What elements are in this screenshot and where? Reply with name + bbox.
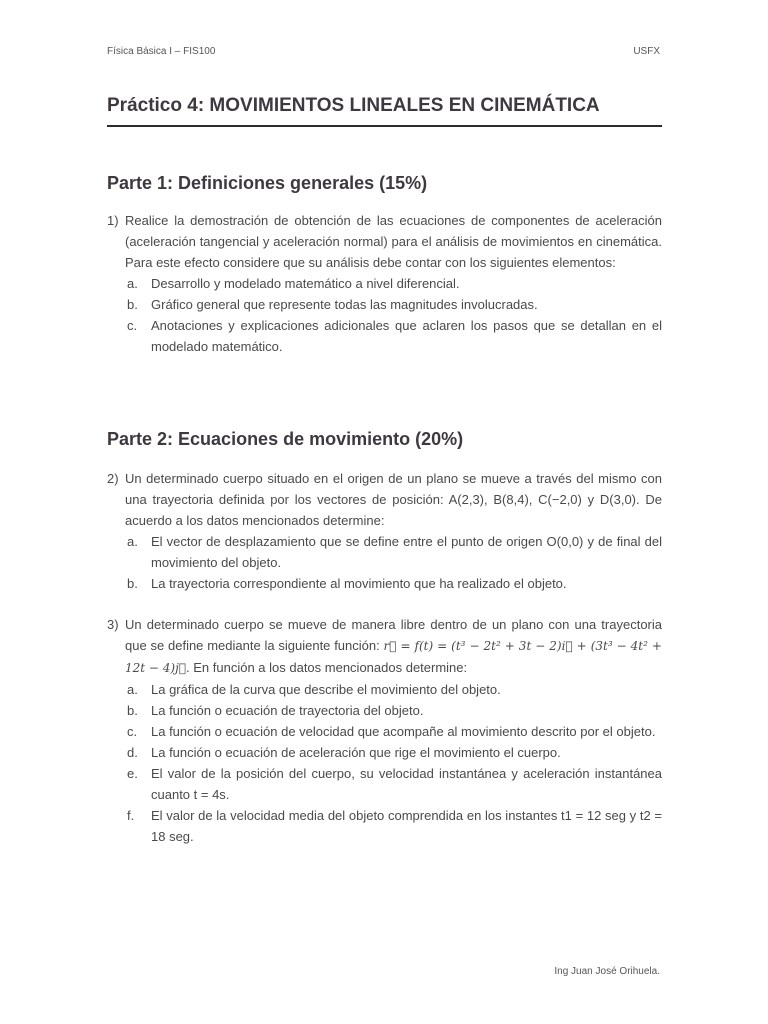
question-2-items — [107, 531, 662, 594]
item-label: a. — [127, 534, 138, 549]
header-course: Física Básica I – FIS100 — [107, 46, 216, 57]
list-item — [107, 679, 662, 700]
item-text: La función o ecuación de velocidad que acompañe al movimiento descrito por el objeto. — [151, 724, 656, 739]
question-2-number: 2) — [107, 471, 119, 486]
list-item — [107, 742, 662, 763]
item-label: e. — [127, 766, 138, 781]
list-item — [107, 315, 662, 357]
question-2 — [107, 468, 662, 594]
item-label: c. — [127, 318, 138, 333]
position-formula: r⃗ = f(t) = (t³ − 2t² + 3t − 2)i⃗ + (3t³ − 4t² + 12t − 4)j⃗ — [125, 639, 662, 675]
question-3-outro: . En función a los datos mencionados determine: — [186, 660, 468, 675]
item-label: a. — [127, 682, 138, 697]
item-text: Gráfico general que represente todas las magnitudes involucradas. — [151, 297, 538, 312]
question-3 — [107, 614, 662, 847]
question-1-text: Realice la demostración de obtención de las ecuaciones de componentes de aceleración (aceleración tangencial y aceleración normal) para el análisis de movimientos en cinemática. Para este efecto considere que su análisis debe contar con los siguientes elementos: — [125, 213, 662, 270]
question-3-text — [125, 614, 662, 679]
page-title: Práctico 4: MOVIMIENTOS LINEALES EN CINEMÁTICA — [107, 95, 662, 127]
list-item — [107, 700, 662, 721]
list-item — [107, 294, 662, 315]
question-3-items — [107, 679, 662, 847]
question-1-number: 1) — [107, 213, 119, 228]
question-3-intro: Un determinado cuerpo se mueve de manera libre dentro de un plano con una trayectoria que se define mediante la siguiente función: — [125, 617, 662, 653]
item-text: La trayectoria correspondiente al movimiento que ha realizado el objeto. — [151, 576, 567, 591]
list-item — [107, 273, 662, 294]
item-text: La función o ecuación de aceleración que rige el movimiento el cuerpo. — [151, 745, 561, 760]
list-item — [107, 805, 662, 847]
item-text: Anotaciones y explicaciones adicionales que aclaren los pasos que se detallan en el modelado matemático. — [151, 318, 662, 354]
item-label: f. — [127, 808, 135, 823]
footer-author: Ing Juan José Orihuela. — [554, 966, 660, 977]
item-label: b. — [127, 576, 138, 591]
item-label: a. — [127, 276, 138, 291]
item-label: d. — [127, 745, 138, 760]
item-text: La gráfica de la curva que describe el movimiento del objeto. — [151, 682, 501, 697]
part1-heading: Parte 1: Definiciones generales (15%) — [107, 173, 428, 193]
item-text: El valor de la velocidad media del objeto comprendida en los instantes t1 = 12 seg y t2 = 18 seg. — [151, 808, 662, 844]
question-2-text: Un determinado cuerpo situado en el origen de un plano se mueve a través del mismo con una trayectoria definida por los vectores de posición: A(2,3), B(8,4), C(−2,0) y D(3,0). De acuerdo a los datos mencionados determine: — [125, 471, 662, 528]
question-3-number: 3) — [107, 617, 119, 632]
item-text: El valor de la posición del cuerpo, su velocidad instantánea y aceleración instantánea cuanto t = 4s. — [151, 766, 662, 802]
list-item — [107, 763, 662, 805]
list-item — [107, 573, 662, 594]
list-item — [107, 531, 662, 573]
item-text: La función o ecuación de trayectoria del objeto. — [151, 703, 424, 718]
part2-heading: Parte 2: Ecuaciones de movimiento (20%) — [107, 429, 464, 449]
item-label: b. — [127, 297, 138, 312]
question-1 — [107, 210, 662, 357]
item-text: Desarrollo y modelado matemático a nivel diferencial. — [151, 276, 460, 291]
item-label: b. — [127, 703, 138, 718]
item-label: c. — [127, 724, 138, 739]
question-1-items — [107, 273, 662, 357]
header-institution: USFX — [633, 46, 660, 57]
list-item — [107, 721, 662, 742]
item-text: El vector de desplazamiento que se define entre el punto de origen O(0,0) y de final del movimiento del objeto. — [151, 534, 662, 570]
